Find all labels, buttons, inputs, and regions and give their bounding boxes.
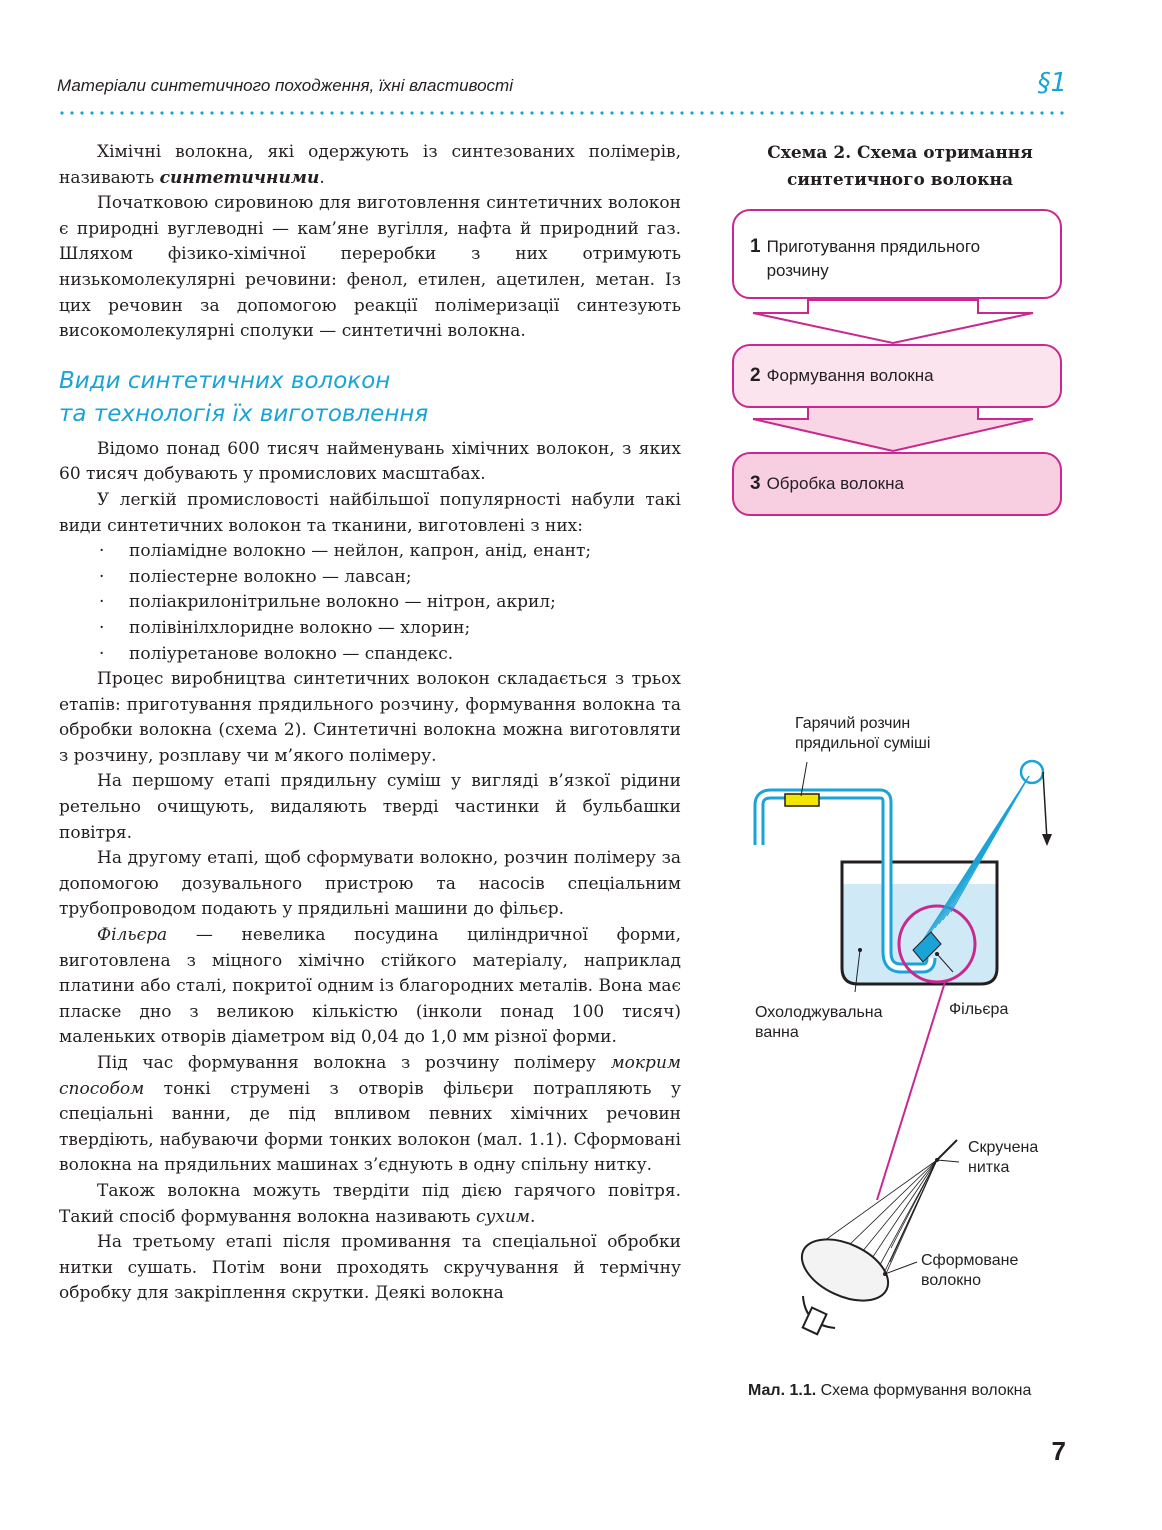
paragraph: Хімічні волокна, які одержують із синтезованих полімерів, називають синтетичними. <box>59 142 681 188</box>
section-number: §1 <box>1037 68 1067 98</box>
paragraph: На другому етапі, щоб сформувати волокно, розчин полімеру за допомогою дозувального пристрою та насосів спеціальним трубопроводом подають у прядильні машини до фільєр. <box>59 848 681 920</box>
paragraph: Фільєра — невелика посудина циліндричної форми, виготовлена з міцного хімічно стійкого матеріалу, наприклад платини або сталі, покритої одним із благородних металів. Вона має пласке дно з великою кількістю (інколи понад 100 тисяч) маленьких отворів діаметром від 0,04 до 1,0 мм різної форми. <box>59 925 681 1048</box>
flow-step-2: 2 Формування волокна <box>732 344 1062 408</box>
list-item: · поліакрилонітрильне волокно — нітрон, акрил; <box>59 590 681 616</box>
flow-arrow-icon <box>753 300 1033 343</box>
list-item: · поліуретанове волокно — спандекс. <box>59 642 681 668</box>
page-number: 7 <box>1051 1436 1066 1466</box>
down-arrow-icon <box>1042 834 1052 846</box>
term-wet-method: мокрим способом <box>59 1053 681 1099</box>
paragraph: На першому етапі прядильну суміш у вигляді в’язкої рідини ретельно очищують, видаляють тверді частинки й бульбашки повітря. <box>59 771 681 843</box>
paragraph: Процес виробництва синтетичних волокон складається з трьох етапів: приготування прядильного розчину, формування волокна та обробки волокна (схема 2). Синтетичні волокна можна виготовляти з розчину, розплаву чи м’якого полімеру. <box>59 669 681 766</box>
paragraph: Початковою сировиною для виготовлення синтетичних волокон є природні вуглеводні — кам’яне вугілля, нафта й природний газ. Шляхом фізико-хімічної переробки з них отримують низькомолекулярні речовини: фенол, етилен, ацетилен, метан. Із цих речовин за допомогою реакції полімеризації синтезують високомолекулярні сполуки — синтетичні волокна. <box>59 193 681 342</box>
bullet-icon: · <box>99 617 105 638</box>
label-formed-fiber: Сформоване волокно <box>921 1252 1019 1289</box>
term-spinneret: Фільєра <box>97 925 168 946</box>
paragraph: Відомо понад 600 тисяч найменувань хімічних волокон, з яких 60 тисяч добувають у промислових масштабах. <box>59 438 681 485</box>
section-heading-line: Види синтетичних волокон <box>59 367 391 394</box>
heater-icon <box>785 794 819 806</box>
bullet-icon: · <box>99 643 105 664</box>
list-item: · поліамідне волокно — нейлон, капрон, анід, енант; <box>59 539 681 565</box>
bullet-icon: · <box>99 592 105 613</box>
running-header <box>57 68 1067 114</box>
main-text-column <box>59 140 681 1307</box>
flow-arrow-icon <box>753 407 1033 451</box>
paragraph: На третьому етапі після промивання та спеціальної обробки нитки сушать. Потім вони проходять скручування й термічну обробку для закріплення скрутки. Деякі волокна <box>59 1232 681 1304</box>
section-heading <box>59 365 681 431</box>
pink-thread <box>877 982 945 1200</box>
section-heading-line: та технологія їх виготовлення <box>59 400 429 427</box>
header-divider <box>57 111 1067 115</box>
twisted-thread <box>937 1140 957 1160</box>
process-flowchart <box>728 205 1068 525</box>
fiber-types-list <box>59 539 681 667</box>
label-spinneret: Фільєра <box>949 1001 1009 1018</box>
flow-step-3: 3 Обробка волокна <box>732 452 1062 516</box>
paragraph: Також волокна можуть твердіти під дією гарячого повітря. Такий спосіб формування волокна називають сухим. <box>59 1180 681 1227</box>
label-twisted-thread: Скручена нитка <box>968 1139 1039 1176</box>
paragraph: У легкій промисловості найбільшої популярності набули такі види синтетичних волокон та тканини, виготовлені з них: <box>59 489 681 536</box>
pulley-icon <box>1021 761 1043 783</box>
term-dry-method: сухим <box>475 1206 530 1227</box>
label-leader <box>885 1262 917 1274</box>
spinneret-cylinder <box>792 1227 897 1313</box>
bullet-icon: · <box>99 566 105 587</box>
list-item: · полівінілхлоридне волокно — хлорин; <box>59 616 681 642</box>
scheme-title: Схема 2. Схема отримання синтетичного волокна <box>767 143 1033 190</box>
figure-caption: Мал. 1.1. Схема формування волокна <box>748 1382 1032 1399</box>
term-synthetic: синтетичними <box>159 167 320 188</box>
header-title: Матеріали синтетичного походження, їхні властивості <box>57 76 513 95</box>
fiber-forming-figure <box>745 700 1075 1350</box>
label-leader <box>937 1160 959 1162</box>
bullet-icon: · <box>99 541 105 562</box>
flow-step-1: 1 Приготування прядильного розчину <box>732 209 1062 299</box>
label-cooling-bath: Охолоджувальна ванна <box>755 1004 883 1041</box>
list-item: · поліестерне волокно — лавсан; <box>59 565 681 591</box>
paragraph: Під час формування волокна з розчину полімеру мокрим способом тонкі струмені з отворів фільєри потрапляють у спеціальні ванни, де під впливом певних хімічних речовин твердіють, набуваючи форми тонких волокон (мал. 1.1). Сформовані волокна на прядильних машинах з’єднують в одну спільну нитку. <box>59 1053 681 1176</box>
label-hot-solution: Гарячий розчин прядильної суміші <box>795 715 931 752</box>
